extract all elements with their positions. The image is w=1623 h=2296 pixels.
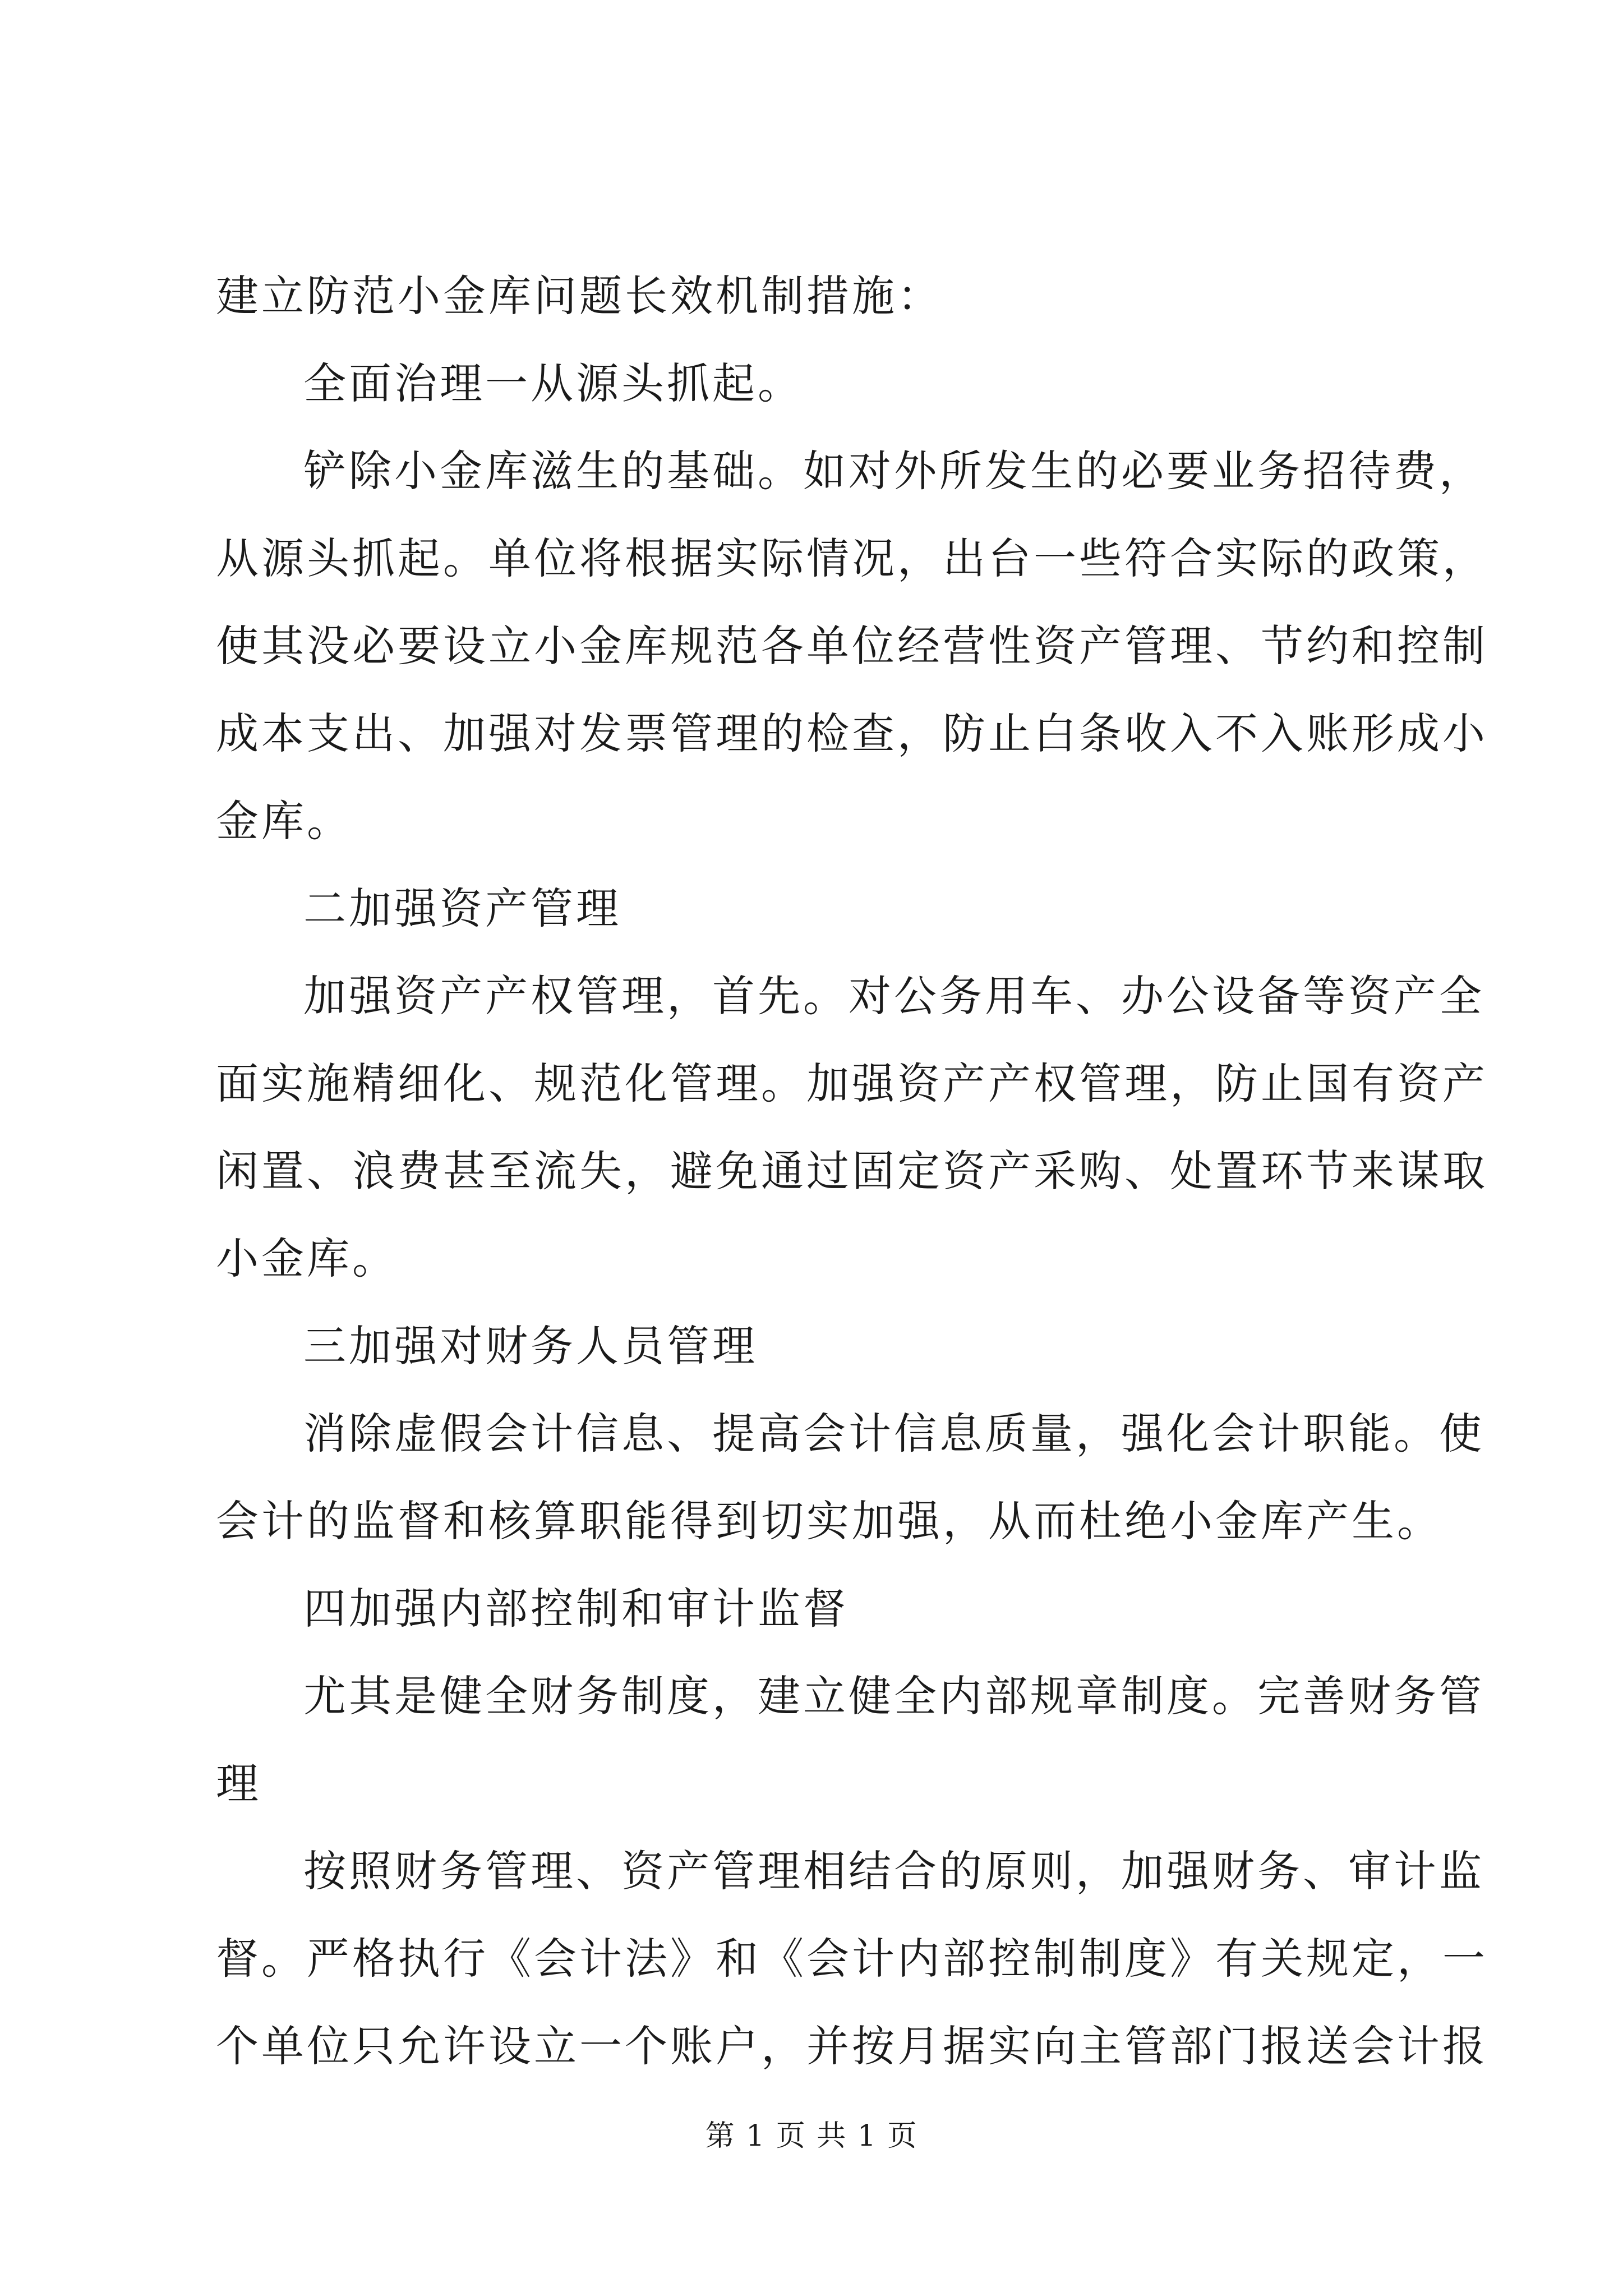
text-line-10: 面实施精细化、规范化管理。加强资产产权管理，防止国有资产 [216, 1059, 1488, 1108]
text-line-7: 金库。 [216, 796, 352, 846]
text-line-15: 会计的监督和核算职能得到切实加强，从而杜绝小金库产生。 [216, 1496, 1442, 1546]
section-heading-3: 三加强对财务人员管理 [303, 1321, 758, 1371]
text-line-9: 加强资产产权管理，首先。对公务用车、办公设备等资产全 [303, 971, 1484, 1021]
page-number-footer: 第 1 页 共 1 页 [705, 2119, 918, 2153]
text-line-5: 使其没必要设立小金库规范各单位经营性资产管理、节约和控制 [216, 621, 1488, 671]
document-body [216, 252, 1488, 2090]
text-line-18: 理 [216, 1759, 261, 1809]
text-line-6: 成本支出、加强对发票管理的检查，防止白条收入不入账形成小 [216, 708, 1488, 758]
text-line-21: 个单位只允许设立一个账户，并按月据实向主管部门报送会计报 [216, 2021, 1488, 2071]
text-line-11: 闲置、浪费甚至流失，避免通过固定资产采购、处置环节来谋取 [216, 1146, 1488, 1196]
text-line-1: 建立防范小金库问题长效机制措施： [216, 271, 943, 321]
section-heading-4: 四加强内部控制和审计监督 [303, 1584, 849, 1634]
text-line-3: 铲除小金库滋生的基础。如对外所发生的必要业务招待费， [303, 446, 1484, 496]
text-line-12: 小金库。 [216, 1234, 398, 1283]
text-line-20: 督。严格执行《会计法》和《会计内部控制制度》有关规定，一 [216, 1934, 1488, 1984]
text-line-17: 尤其是健全财务制度，建立健全内部规章制度。完善财务管 [303, 1671, 1484, 1721]
text-line-4: 从源头抓起。单位将根据实际情况，出台一些符合实际的政策， [216, 533, 1488, 583]
section-heading-2: 二加强资产管理 [303, 884, 621, 933]
text-line-2: 全面治理一从源头抓起。 [303, 358, 803, 408]
text-line-19: 按照财务管理、资产管理相结合的原则，加强财务、审计监 [303, 1846, 1484, 1896]
text-line-14: 消除虚假会计信息、提高会计信息质量，强化会计职能。使 [303, 1409, 1484, 1458]
